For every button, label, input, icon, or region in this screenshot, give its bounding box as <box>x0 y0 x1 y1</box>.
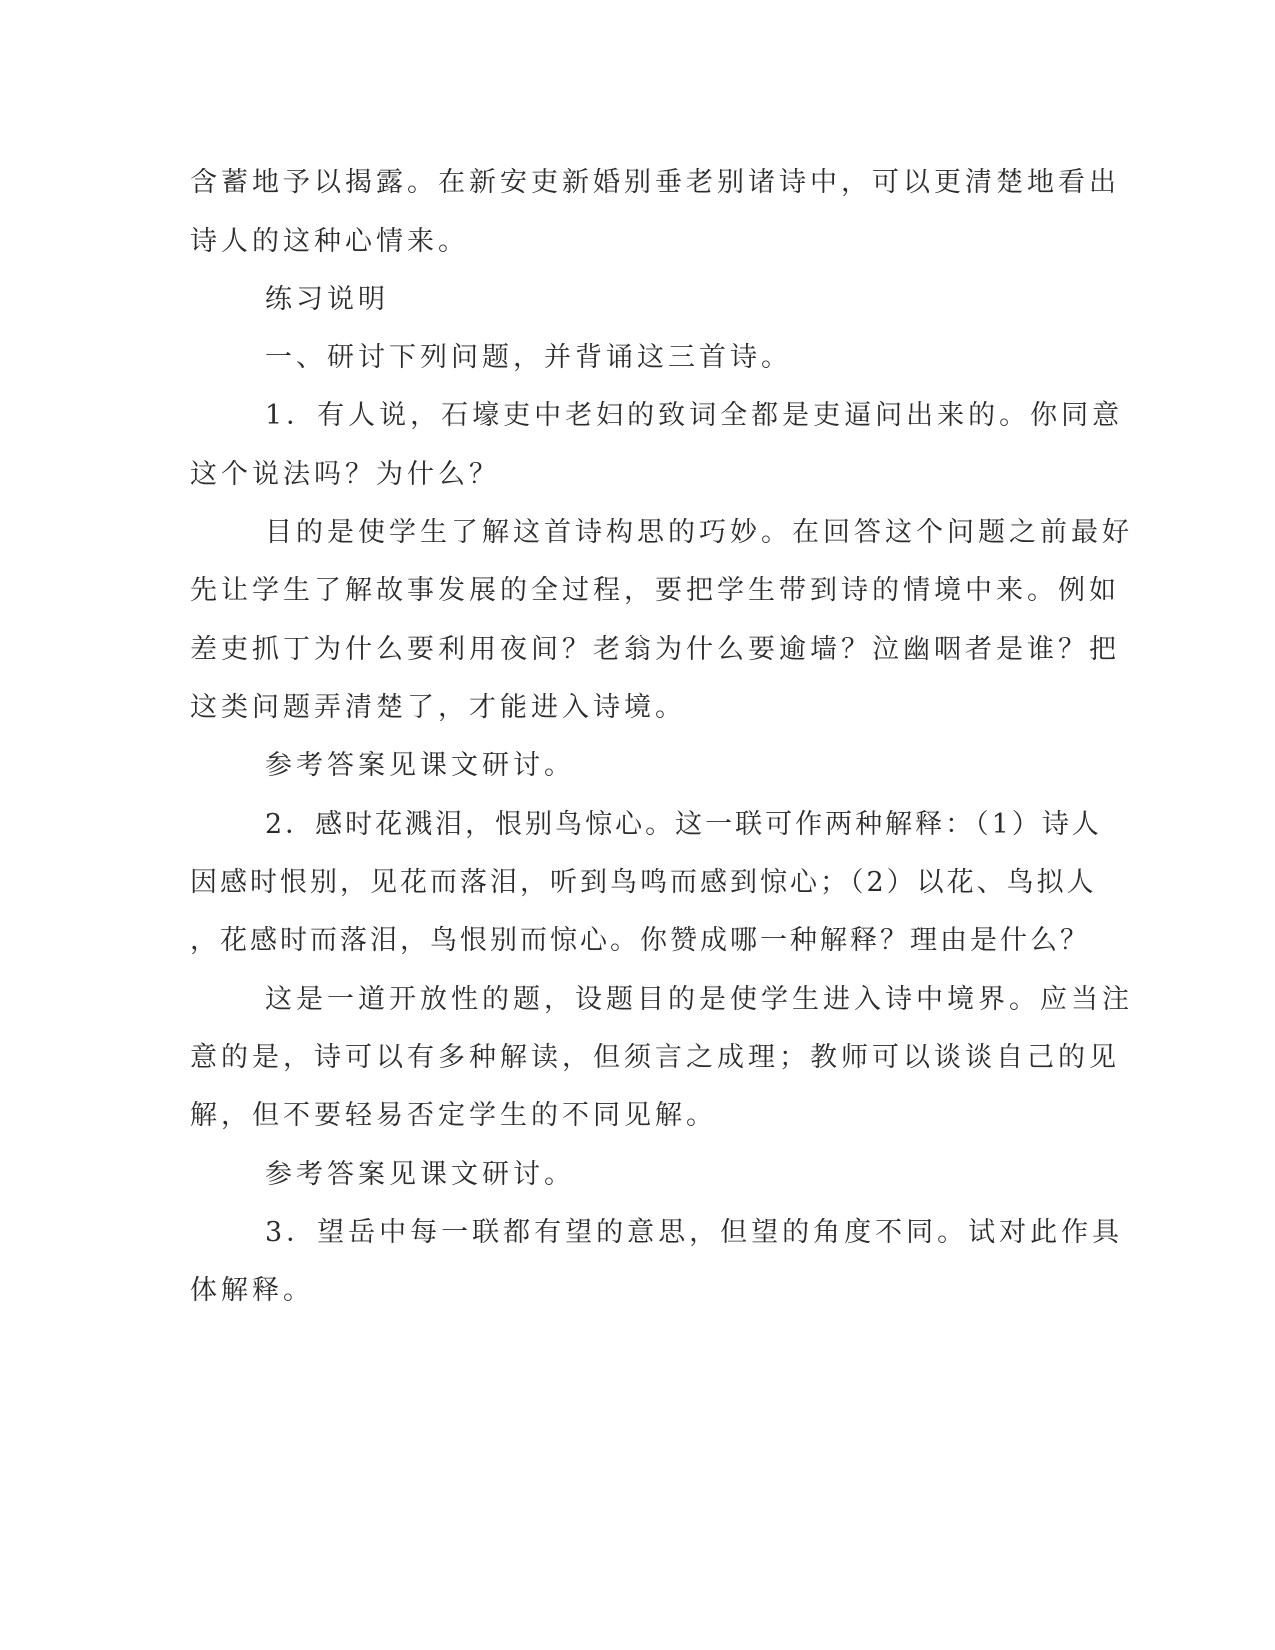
answer-line: 参考答案见课文研讨。 <box>265 750 575 781</box>
text-line: 先让学生了解故事发展的全过程，要把学生带到诗的情境中来。例如 <box>190 575 1120 606</box>
text-line: 目的是使学生了解这首诗构思的巧妙。在回答这个问题之前最好 <box>265 517 1133 548</box>
text-line: ，花感时而落泪，鸟恨别而惊心。你赞成哪一种解释？理由是什么？ <box>190 925 1090 956</box>
text-line: 诗人的这种心情来。 <box>190 226 469 257</box>
text-line: 因感时恨别，见花而落泪，听到鸟鸣而感到惊心；（2）以花、鸟拟人 <box>190 867 1097 898</box>
text-line: 这类问题弄清楚了，才能进入诗境。 <box>190 692 686 723</box>
text-line: 意的是，诗可以有多种解读，但须言之成理；教师可以谈谈自己的见 <box>190 1042 1120 1073</box>
text-line: 这是一道开放性的题，设题目的是使学生进入诗中境界。应当注 <box>265 984 1133 1015</box>
text-line: 差吏抓丁为什么要利用夜间？老翁为什么要逾墙？泣幽咽者是谁？把 <box>190 634 1120 665</box>
question-line: 2．感时花溅泪，恨别鸟惊心。这一联可作两种解释：（1）诗人 <box>265 809 1102 840</box>
text-line: 解，但不要轻易否定学生的不同见解。 <box>190 1100 717 1131</box>
section-heading: 练习说明 <box>265 284 389 315</box>
answer-line: 参考答案见课文研讨。 <box>265 1159 575 1190</box>
text-line: 这个说法吗？为什么？ <box>190 459 500 490</box>
text-line: 含蓄地予以揭露。在新安吏新婚别垂老别诸诗中，可以更清楚地看出 <box>190 167 1120 198</box>
question-line: 3．望岳中每一联都有望的意思，但望的角度不同。试对此作具 <box>265 1217 1124 1248</box>
text-line: 一、研讨下列问题，并背诵这三首诗。 <box>265 342 792 373</box>
question-line: 1．有人说，石壕吏中老妇的致词全都是吏逼问出来的。你同意 <box>265 400 1124 431</box>
text-line: 体解释。 <box>190 1275 314 1306</box>
